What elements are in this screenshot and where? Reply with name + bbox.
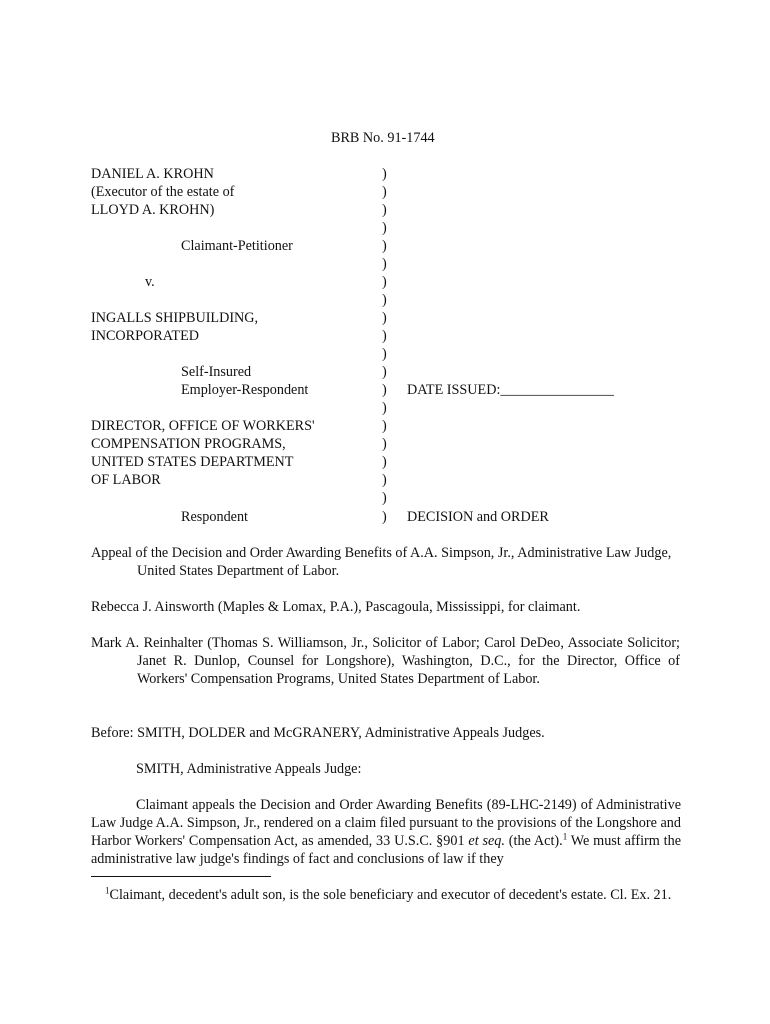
director-line1: DIRECTOR, OFFICE OF WORKERS' — [91, 418, 315, 434]
decedent-name: LLOYD A. KROHN) — [91, 202, 215, 218]
claimant-name: DANIEL A. KROHN — [91, 166, 214, 182]
decision-title: DECISION and ORDER — [407, 509, 549, 525]
claimant-counsel: Rebecca J. Ainsworth (Maples & Lomax, P.A.), Pascagoula, Mississippi, for claimant. — [91, 599, 581, 615]
caption-paren: ) — [382, 202, 387, 218]
caption-paren: ) — [382, 382, 387, 398]
caption-paren: ) — [382, 364, 387, 380]
caption-paren: ) — [382, 454, 387, 470]
caption-paren: ) — [382, 292, 387, 308]
caption-paren: ) — [382, 509, 387, 525]
opinion-paragraph — [91, 796, 681, 868]
caption-paren: ) — [382, 436, 387, 452]
caption-paren: ) — [382, 310, 387, 326]
opinion-author: SMITH, Administrative Appeals Judge: — [136, 761, 362, 777]
footnote-text: Claimant, decedent's adult son, is the sole beneficiary and executor of decedent's estate. Cl. Ex. 21. — [109, 887, 672, 903]
employer-name-line2: INCORPORATED — [91, 328, 199, 344]
director-counsel: Mark A. Reinhalter (Thomas S. Williamson, Jr., Solicitor of Labor; Carol DeDeo, Associate Solicitor; Janet R. Dunlop, Counsel for Longshore), Washington, D.C., for the Director, Office of Workers' Compensation Programs, United States Department of Labor. — [91, 635, 680, 687]
caption-paren: ) — [382, 184, 387, 200]
director-line3: UNITED STATES DEPARTMENT — [91, 454, 294, 470]
opinion-text-part1: Claimant appeals the Decision and Order Awarding Benefits (89-LHC-2149) of Administrative Law Judge A.A. Simpson, Jr., rendered on a claim filed pursuant to the provisions of the Longshore and Harbor Workers' Compensation Act, as amended, 33 U.S.C. §901 — [91, 797, 681, 849]
footnote-rule — [91, 876, 271, 877]
caption-paren: ) — [382, 220, 387, 236]
employer-name-line1: INGALLS SHIPBUILDING, — [91, 310, 259, 326]
employer-role-line2: Employer-Respondent — [181, 382, 309, 398]
caption-paren: ) — [382, 400, 387, 416]
docket-number: BRB No. 91-1744 — [331, 130, 435, 146]
claimant-executor-line: (Executor of the estate of — [91, 184, 235, 200]
director-line2: COMPENSATION PROGRAMS, — [91, 436, 286, 452]
opinion-text-part2: (the Act). — [504, 833, 563, 849]
date-issued: DATE ISSUED:________________ — [407, 382, 614, 398]
caption-paren: ) — [382, 346, 387, 362]
footnote — [91, 886, 681, 904]
director-role: Respondent — [181, 509, 248, 525]
caption-paren: ) — [382, 256, 387, 272]
caption-paren: ) — [382, 418, 387, 434]
director-line4: OF LABOR — [91, 472, 161, 488]
caption-paren: ) — [382, 274, 387, 290]
et-seq: et seq. — [468, 833, 505, 849]
opinion-text-part3: We must affirm the administrative law judge's findings of fact and conclusions of law if they — [91, 833, 681, 867]
employer-role-line1: Self-Insured — [181, 364, 252, 380]
appeal-paragraph: Appeal of the Decision and Order Awarding Benefits of A.A. Simpson, Jr., Administrative Law Judge, United States Department of Labor. — [91, 545, 672, 579]
footnote-marker: 1 — [105, 885, 110, 896]
caption-paren: ) — [382, 166, 387, 182]
caption-paren: ) — [382, 490, 387, 506]
footnote-reference[interactable]: 1 — [562, 831, 568, 842]
claimant-role: Claimant-Petitioner — [181, 238, 293, 254]
versus: v. — [145, 274, 155, 290]
caption-paren: ) — [382, 238, 387, 254]
panel-before: Before: SMITH, DOLDER and McGRANERY, Administrative Appeals Judges. — [91, 725, 545, 741]
caption-paren: ) — [382, 472, 387, 488]
caption-paren: ) — [382, 328, 387, 344]
